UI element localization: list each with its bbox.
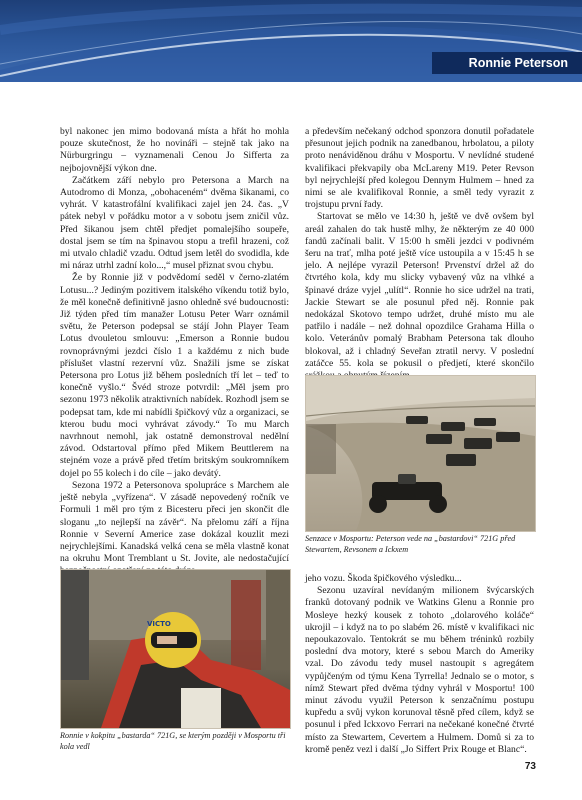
helmet-sponsor-text: VICTO — [147, 620, 171, 628]
race-scene-graphic — [306, 376, 535, 531]
paragraph: Že by Ronnie již v podvědomí seděl v černo-zlatém Lotusu...? Jediným pozitivem italského víkendu totiž bylo, že měl konečně definitivně jasno ohledně své budoucnosti: Již týden před tím manažer Lotusu Peter Warr oznámil světu, že Peterson podepsal se stájí John Player Team Lotus dvouletou smlouvu: „Emerson a Ronnie budou rovnoprávnými jezdci číslo 1 a každému z nich bude příslušet vlastní rezervní vůz. Snažili jsme se získat Petersona pro Lotus již během posledních tří let – teď to konečně vyšlo.“ Švéd stroze potvrdil: „Měl jsem pro sezonu 1973 několik atraktivních nabídek. Rozhodl jsem se podepsat tam, kde mi nabídli špičkový vůz a organizaci, se kterou budu moci vyhrávat závody.“ To mu March navrhnout nemohl, jak ostatně demonstroval nedělní závod. Odstartoval přímo před Mikem Beuttlerem na stejném voze a právě před třetím britským soukromníkem dojel po 55 kolech i do cíle – jako devátý. — [60, 272, 289, 479]
paragraph: jeho vozu. Škoda špičkového výsledku... — [305, 573, 462, 584]
article-column-right-bottom — [305, 573, 534, 756]
paragraph: Startovat se mělo ve 14:30 h, ještě ve dvě ovšem byl areál zahalen do tak hustě mlhy, že některým ze 40 000 fandů začínali balit. V 15:00 h směli jezdci v podivném šeru na trať, mlha poté ještě více ustoupila a v 15:45 h se jelo. A nejlépe vyrazil Peterson! Prvenství držel až do čtvrtého kola, kdy mu slicky vybavený vůz na vlhké a špinavé dráze vyjel „ulítl“. Ronnie ho sice udržel na trati, Jackie Stewart se ale posunul před něj. Ronnie pak nedokázal Skotovo tempo udržet, druhé místo mu ale patřilo i nadále – než dohnal opozdilce Grahama Hilla o kolo. Veteránův pomalý Brabham Petersona tak dlouho blokoval, až i chladný Seveřan ztratil nervy. V poslední zatáčce 55. kola se pokusil o předjetí, které skončilo — [305, 211, 534, 369]
paragraph: byl nakonec jen mimo bodovaná místa a hřát ho mohla pouze skutečnost, že ho novináři – stejně tak jako na Nürburgringu – vyznamenali Cenou Jo Sifferta za nejbojovnější výkon dne. — [60, 126, 289, 174]
header-banner — [0, 0, 582, 82]
page-number: 73 — [524, 761, 536, 772]
article-column-right-top — [305, 126, 534, 382]
paragraph: Začátkem září nebylo pro Petersona a March na Autodromo di Monza, „obohaceném“ dvěma šikanami, co vyhrát. V katastrofální kvalifikaci zajel jen 24. čas. „V pátek nebyl v pořádku motor a v sobotu jsem zničil vůz. Před šikanou jsem chtěl předjet pomalejšího soupeře, dostal jsem se tím na špinavou stopu a trefil hrazeni, což mi utvalo chladič vzadu. Odtud jsem letěl do svodidla, kde mi náraz utrhl zadní kolo...,“ musel přiznat svou chybu. — [60, 174, 289, 272]
running-head: Ronnie Peterson — [432, 52, 582, 74]
paragraph: Sezona 1972 a Petersonova spolupráce s Marchem ale ještě nebyla „vyřízena“. V zásadě nepovedený ročník ve Formuli 1 měl pro tým z Bicesteru přeci jen skončit dle sloganu „to nejlepší na závěr“. Na přelomu září a října Ronnie v Severní Americe zase dokázal kouzlit mezi nejrychlejšími. Kanadská velká cena se měla vlastně konat na okruhu Mont Tremblant u St. Jovite, ale nedostačující — [60, 479, 289, 565]
paragraph: Sezonu uzavíral nevídaným milionem švýcarských franků dotovaný podnik ve Watkins Glenu a Ronnie pro Mosleye hezký kousek z tohoto „dolarového koláče“ ukrojil – i když na to po slabém 26. místě v kvalifikaci nic nepoukazovalo. Tentokrát se mu během tréninků rozbily poslední dva motory, které s sebou March do Ameriky vzal. Do závodu tedy musel nastoupit s agregátem vypůjčeným od týmu Kena Tyrrella! Jednalo se o motor, s nímž Stewart před dvěma týdny vyhrál v Mosportu! 100 minut závodu využil Peterson k senzačnímu postupu kupředu a svůj vykon korunoval těsně před cílem, když se posunul i před Ickxovo Ferrari na nečekané konečné čtvrté místo za Stewartem, Cevertem a Hulmem. Domů si za to kromě peněz vezl i další „Jo Siffert Prix Rouge et Blanc“. — [305, 585, 534, 755]
race-photo-caption: Senzace v Mosportu: Peterson vede na „bastardovi“ 721G před Stewartem, Revsonem a Ickxem — [305, 534, 516, 554]
driver-in-cockpit-graphic — [61, 570, 290, 728]
cockpit-photo-caption: Ronnie v kokpitu „bastarda“ 721G, se kterým později v Mosportu tři kola vedl — [60, 731, 286, 751]
cockpit-photo — [60, 569, 291, 729]
race-photo — [305, 375, 536, 532]
paragraph: a především nečekaný odchod sponzora donutil pořadatele přesunout jejich podnik na zanedbanou, hrbolatou, a piloty proto nenáviděnou dráhu v Mosportu. V nevlídné studené kvalifikaci překvapily oba McLareny M19. Peter Revson byl nejrychlejší před kolegou Dennym Hulmem – hned za nimi se ale kvalifikoval Ronnie, a směl tedy vyrazit z trojstupu první řady. — [305, 126, 534, 211]
article-column-left — [60, 126, 289, 578]
